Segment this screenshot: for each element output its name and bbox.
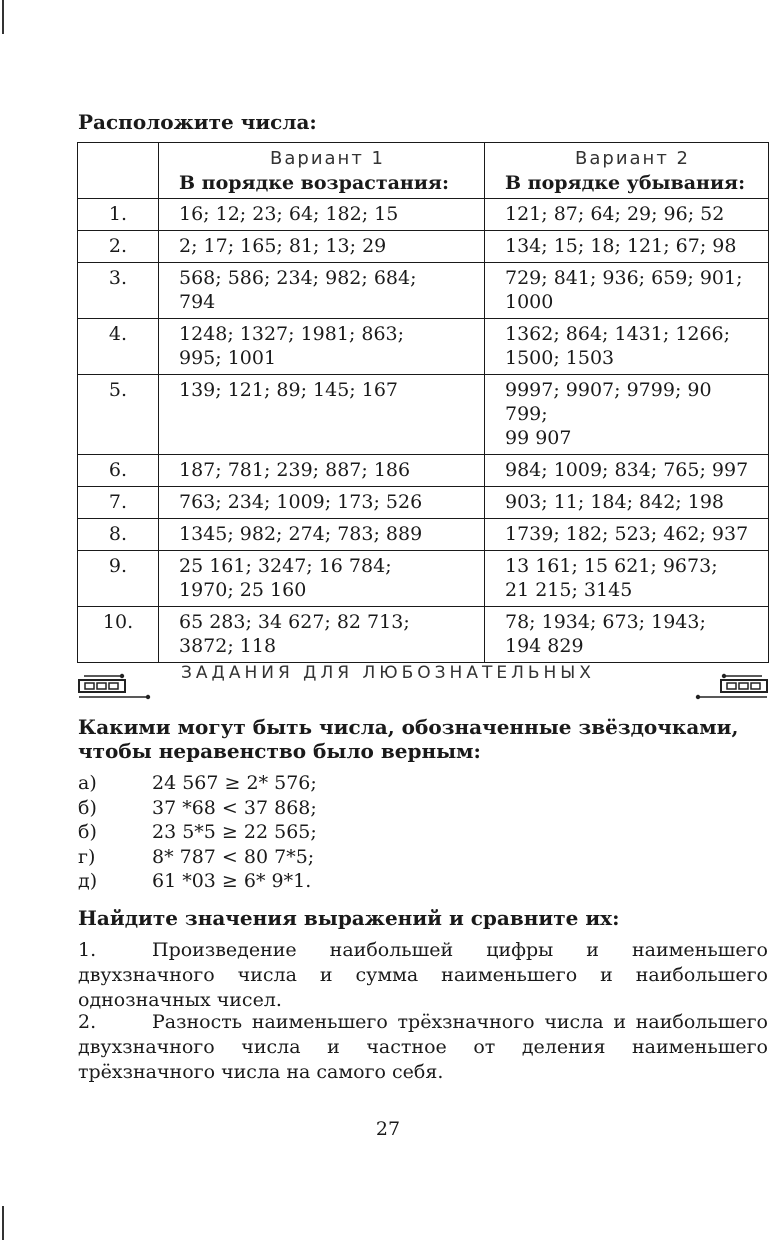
variant2-cell — [485, 319, 769, 375]
variant2-cell — [485, 263, 769, 319]
variant2-cell — [485, 199, 769, 231]
cell-line: 729; 841; 936; 659; 901; — [505, 267, 743, 289]
table-row — [78, 375, 769, 455]
item-text: 8* 787 < 80 7*5; — [152, 845, 315, 868]
table-header-row — [78, 143, 769, 199]
task-text: Произведение наибольшей цифры и наименьшего двухзначного числа и сумма наименьшего и наибольшего однозначных чисел. — [78, 939, 768, 1011]
item-text: 61 *03 ≥ 6* 9*1. — [152, 870, 312, 892]
row-number: 9. — [78, 551, 159, 607]
variant1-cell — [159, 319, 485, 375]
page-number: 27 — [375, 1118, 401, 1140]
cell-line: 763; 234; 1009; 173; 526 — [179, 491, 423, 513]
row-number: 10. — [78, 607, 159, 663]
cell-line: 1739; 182; 523; 462; 937 — [505, 523, 749, 545]
row-number: 6. — [78, 455, 159, 487]
task-paragraph — [78, 938, 768, 1013]
variant1-cell — [159, 231, 485, 263]
list-item — [78, 820, 317, 845]
variant2-cell — [485, 519, 769, 551]
cell-line: 134; 15; 18; 121; 67; 98 — [505, 235, 737, 257]
question-asterisks: Какими могут быть числа, обозначенные звёздочками, чтобы неравенство было верным: — [78, 715, 739, 763]
variant2-header — [485, 143, 769, 199]
variant1-header — [159, 143, 485, 199]
item-label: а) — [78, 772, 97, 794]
task-number: 1. — [78, 939, 97, 961]
cell-line: 984; 1009; 834; 765; 997 — [505, 459, 749, 481]
cell-line: 1970; 25 160 — [179, 579, 307, 601]
row-number: 5. — [78, 375, 159, 455]
variant1-cell — [159, 455, 485, 487]
variant1-cell — [159, 263, 485, 319]
cell-line: 13 161; 15 621; 9673; — [505, 555, 718, 577]
variant2-cell — [485, 455, 769, 487]
inequalities-list — [78, 771, 317, 894]
cell-line: 187; 781; 239; 887; 186 — [179, 459, 411, 481]
variant1-cell — [159, 519, 485, 551]
list-item — [78, 771, 317, 796]
item-label: б) — [78, 821, 97, 843]
numbers-table — [77, 142, 769, 663]
table-body — [78, 199, 769, 663]
variant2-cell — [485, 487, 769, 519]
cell-line: 1248; 1327; 1981; 863; — [179, 323, 405, 345]
row-number: 8. — [78, 519, 159, 551]
row-number: 1. — [78, 199, 159, 231]
row-number: 7. — [78, 487, 159, 519]
cell-line: 2; 17; 165; 81; 13; 29 — [179, 235, 387, 257]
item-text: 37 *68 < 37 868; — [152, 796, 317, 819]
item-label: г) — [78, 845, 96, 868]
cell-line: 121; 87; 64; 29; 96; 52 — [505, 203, 725, 225]
cell-line: 3872; 118 — [179, 635, 277, 657]
cell-line: 16; 12; 23; 64; 182; 15 — [179, 203, 399, 225]
cell-line: 21 215; 3145 — [505, 579, 633, 601]
item-label: б) — [78, 796, 97, 819]
variant2-order: В порядке убывания: — [505, 172, 746, 194]
table-row — [78, 607, 769, 663]
table-row — [78, 551, 769, 607]
cell-line: 903; 11; 184; 842; 198 — [505, 491, 725, 513]
exercise-heading: Расположите числа: — [78, 110, 317, 134]
item-text: 23 5*5 ≥ 22 565; — [152, 821, 317, 843]
row-number: 3. — [78, 263, 159, 319]
row-number: 4. — [78, 319, 159, 375]
variant2-cell — [485, 375, 769, 455]
cell-line: 1000 — [505, 291, 554, 313]
cell-line: 65 283; 34 627; 82 713; — [179, 611, 410, 633]
cell-line: 99 907 — [505, 427, 572, 449]
crop-mark-bottom-left — [2, 1206, 4, 1240]
item-text: 24 567 ≥ 2* 576; — [152, 772, 317, 794]
list-item — [78, 845, 317, 870]
variant1-order: В порядке возрастания: — [179, 172, 449, 194]
row-number: 2. — [78, 231, 159, 263]
table-row — [78, 455, 769, 487]
table-row — [78, 231, 769, 263]
table-row — [78, 519, 769, 551]
crop-mark-top-left — [2, 0, 4, 34]
variant1-cell — [159, 487, 485, 519]
section-title: ЗАДАНИЯ ДЛЯ ЛЮБОЗНАТЕЛЬНЫХ — [181, 663, 595, 683]
cell-line: 194 829 — [505, 635, 584, 657]
table-row — [78, 487, 769, 519]
variant2-cell — [485, 607, 769, 663]
cell-line: 568; 586; 234; 982; 684; — [179, 267, 417, 289]
cell-line: 1345; 982; 274; 783; 889 — [179, 523, 423, 545]
list-item — [78, 869, 317, 894]
table-row — [78, 263, 769, 319]
question-expressions: Найдите значения выражений и сравните их: — [78, 906, 620, 930]
cell-line: 794 — [179, 291, 216, 313]
variant2-cell — [485, 551, 769, 607]
variant1-title: Вариант 1 — [270, 148, 385, 169]
item-label: д) — [78, 870, 98, 892]
variant1-cell — [159, 375, 485, 455]
cell-line: 1362; 864; 1431; 1266; — [505, 323, 731, 345]
task-text: Разность наименьшего трёхзначного числа и наибольшего двухзначного числа и частное от деления наименьшего трёхзначного числа на самого себя. — [78, 1011, 768, 1083]
variant1-cell — [159, 607, 485, 663]
cell-line: 25 161; 3247; 16 784; — [179, 555, 392, 577]
task-number: 2. — [78, 1011, 97, 1033]
cell-line: 1500; 1503 — [505, 347, 615, 369]
list-item — [78, 796, 317, 821]
cell-line: 78; 1934; 673; 1943; — [505, 611, 706, 633]
variant1-cell — [159, 199, 485, 231]
table-row — [78, 199, 769, 231]
table-row — [78, 319, 769, 375]
task-paragraph — [78, 1010, 768, 1085]
variant2-title: Вариант 2 — [575, 148, 690, 169]
cell-line: 9997; 9907; 9799; 90 799; — [505, 379, 712, 425]
cell-line: 995; 1001 — [179, 347, 277, 369]
variant1-cell — [159, 551, 485, 607]
variant2-cell — [485, 231, 769, 263]
right-decoration-icon — [692, 670, 770, 704]
number-column-header — [78, 143, 159, 199]
cell-line: 139; 121; 89; 145; 167 — [179, 379, 399, 401]
